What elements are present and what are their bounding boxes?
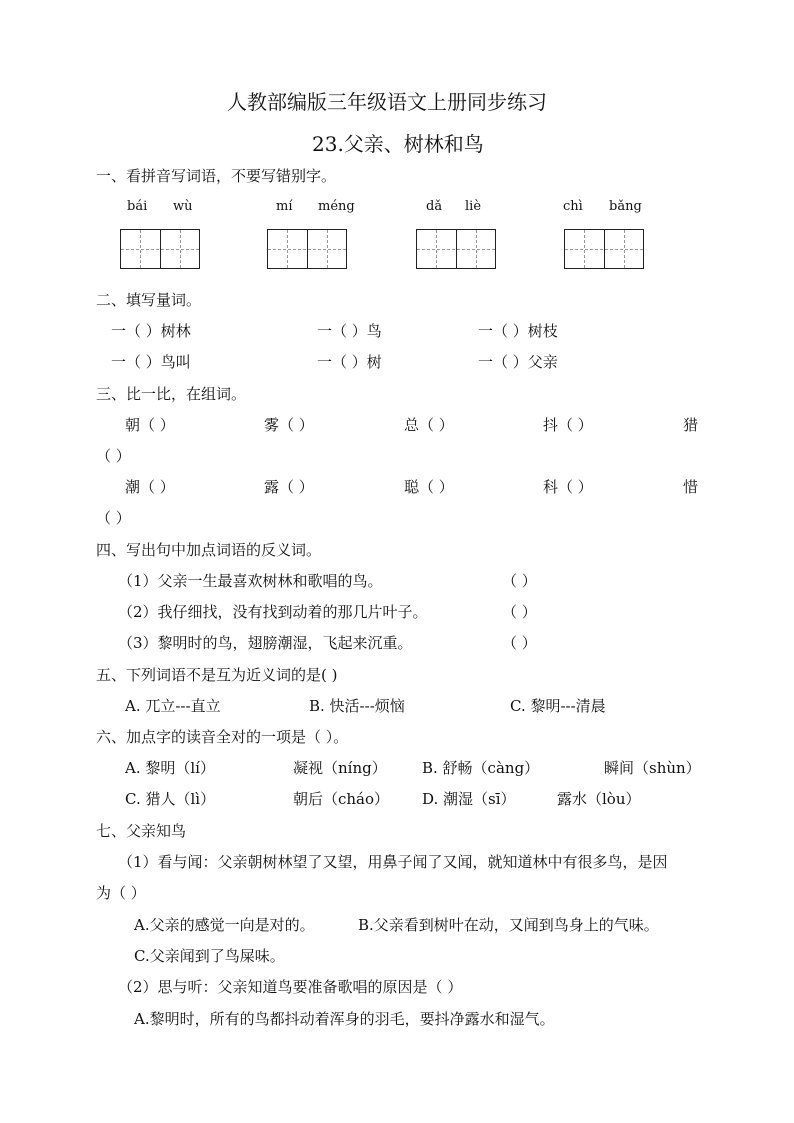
compare-item: 总（ ） [404,416,454,434]
compare-item-wrap: （ ） [96,509,131,527]
section-4-heading: 四、写出句中加点词语的反义词。 [96,541,322,559]
section-2-heading: 二、填写量词。 [96,291,202,309]
choice-option: B. 快活---烦恼 [309,697,405,715]
writing-grid[interactable] [120,229,200,269]
pinyin: chì [563,199,583,214]
antonym-blank: （ ） [502,634,537,652]
antonym-question: （3）黎明时的鸟，翅膀潮湿，飞起来沉重。 [118,634,413,652]
pronunciation-option: D. 潮湿（sī） [422,790,516,808]
compare-item: 雾（ ） [264,416,314,434]
reading-option: A.父亲的感觉一向是对的。 [134,916,315,934]
measure-word-item: 一（ ）鸟 [317,322,382,340]
compare-item: 惜 [683,478,699,496]
writing-grid[interactable] [416,229,496,269]
section-5-heading: 五、下列词语不是互为近义词的是( ) [96,666,338,684]
antonym-question: （1）父亲一生最喜欢树林和歌唱的鸟。 [118,572,383,590]
compare-item: 抖（ ） [543,416,593,434]
section-7-heading: 七、父亲知鸟 [96,822,187,840]
pronunciation-option: C. 猎人（lì） [125,790,216,808]
measure-word-item: 一（ ）树枝 [478,322,558,340]
pronunciation-option: 瞬间（shùn） [604,759,701,777]
reading-question-cont: 为（ ） [96,884,146,902]
choice-option: A. 兀立---直立 [125,697,221,715]
writing-grid[interactable] [564,229,644,269]
reading-question: （1）看与闻：父亲朝树林望了又望，用鼻子闻了又闻，就知道林中有很多鸟，是因 [118,853,668,871]
section-1-heading: 一、看拼音写词语，不要写错别字。 [96,167,337,185]
reading-option: B.父亲看到树叶在动，又闻到鸟身上的气味。 [358,916,659,934]
reading-option: A.黎明时，所有的鸟都抖动着浑身的羽毛，要抖净露水和湿气。 [134,1010,555,1028]
section-3-heading: 三、比一比，在组词。 [96,385,247,403]
reading-option: C.父亲闻到了鸟屎味。 [134,947,285,965]
compare-item: 猎 [683,416,699,434]
pinyin: mí [276,199,293,214]
lesson-title: 23.父亲、树林和鸟 [312,132,484,156]
pinyin: wù [173,199,193,214]
reading-question: （2）思与听：父亲知道鸟要准备歌唱的原因是（ ） [118,978,463,996]
pinyin: dǎ [426,199,443,214]
pronunciation-option: 露水（lòu） [557,790,641,808]
measure-word-item: 一（ ）鸟叫 [111,353,191,371]
pronunciation-option: B. 舒畅（càng） [422,759,540,777]
pinyin: méng [318,199,355,214]
compare-item: 露（ ） [264,478,314,496]
antonym-blank: （ ） [502,603,537,621]
measure-word-item: 一（ ）树林 [111,322,191,340]
page-title: 人教部编版三年级语文上册同步练习 [227,90,547,114]
compare-item: 科（ ） [543,478,593,496]
antonym-question: （2）我仔细找，没有找到动着的那几片叶子。 [118,603,428,621]
writing-grid[interactable] [267,229,347,269]
measure-word-item: 一（ ）树 [317,353,382,371]
pronunciation-option: 凝视（níng） [293,759,387,777]
measure-word-item: 一（ ）父亲 [478,353,558,371]
compare-item: 朝（ ） [125,416,175,434]
pinyin: bǎng [609,199,642,214]
pinyin: bái [127,199,148,214]
pronunciation-option: 朝后（cháo） [293,790,390,808]
compare-item-wrap: （ ） [96,447,131,465]
compare-item: 聪（ ） [404,478,454,496]
compare-item: 潮（ ） [125,478,175,496]
section-6-heading: 六、加点字的读音全对的一项是（ ）。 [96,728,349,746]
pinyin: liè [465,199,482,214]
antonym-blank: （ ） [502,572,537,590]
choice-option: C. 黎明---清晨 [510,697,606,715]
pronunciation-option: A. 黎明（lí） [125,759,215,777]
